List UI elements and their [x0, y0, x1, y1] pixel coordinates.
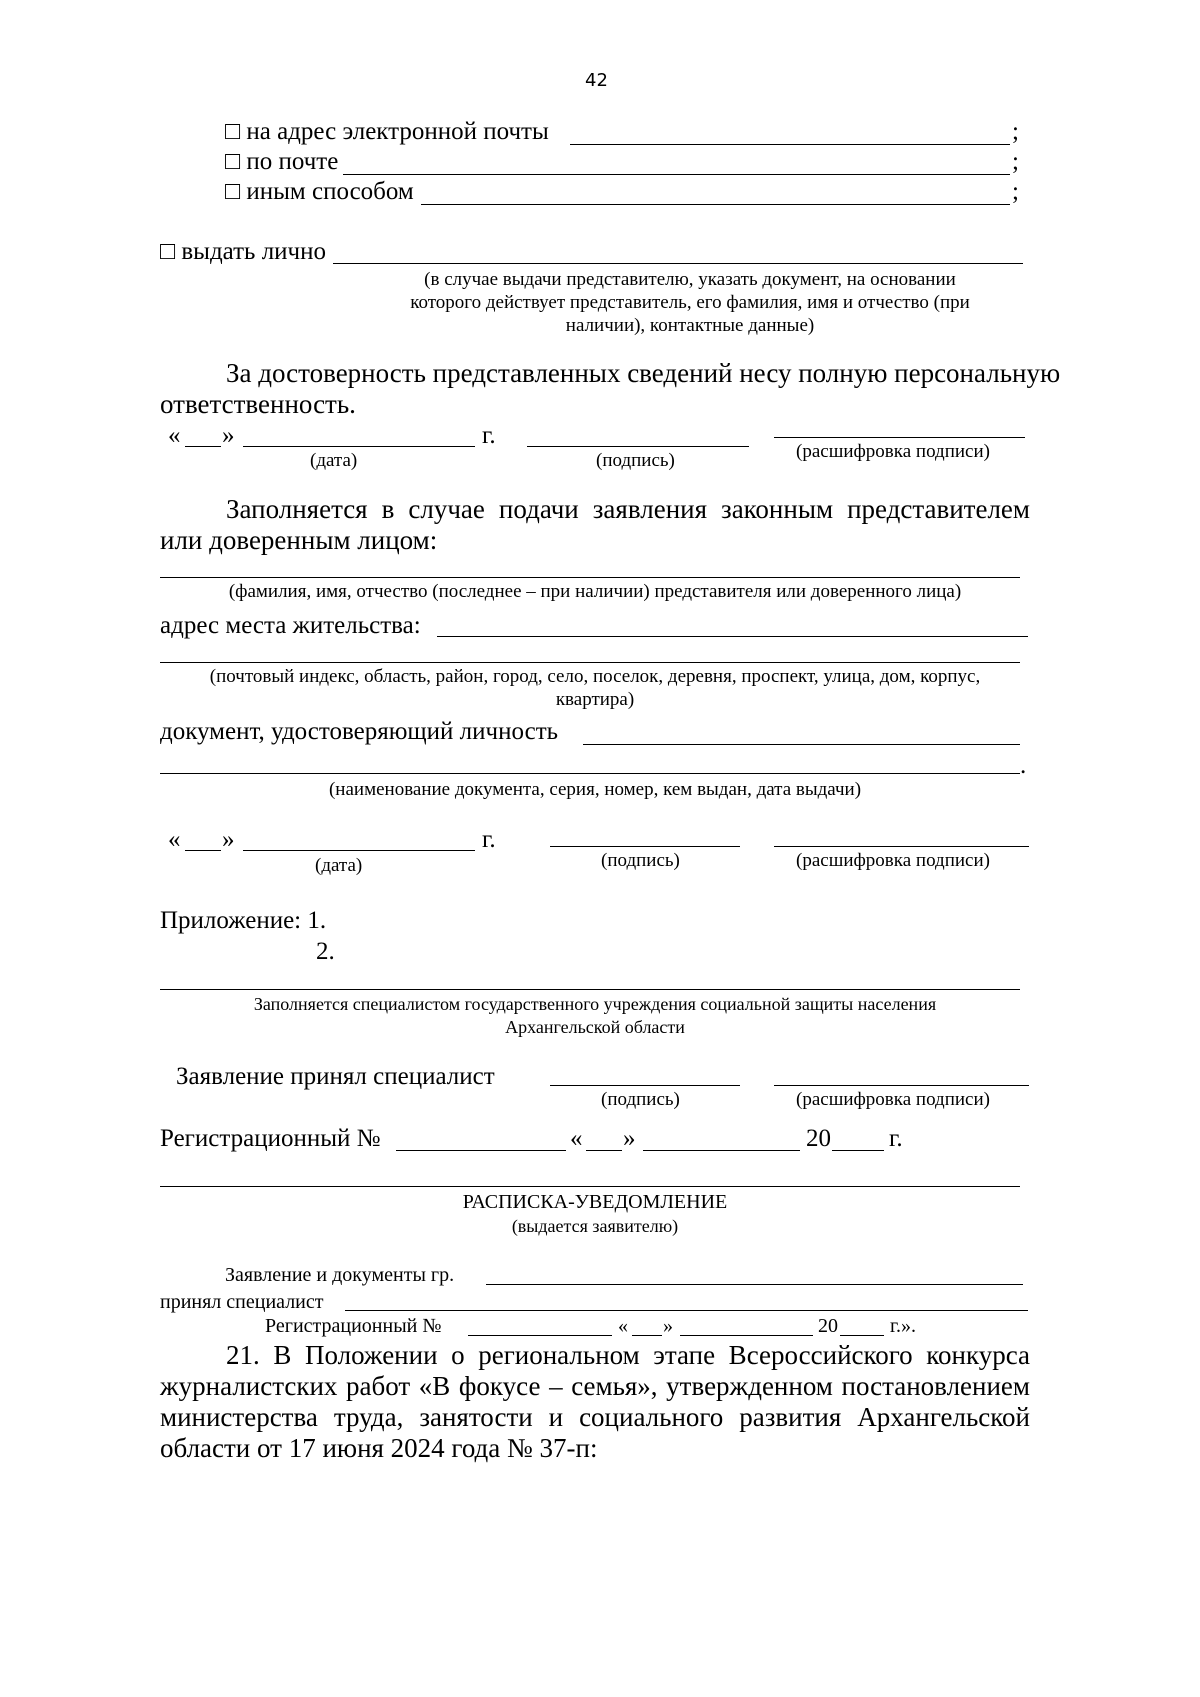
receipt-title: РАСПИСКА-УВЕДОМЛЕНИЕ: [462, 1191, 728, 1213]
delivery-post-line: [343, 174, 1010, 175]
specialist-decoding-caption: (расшифровка подписи): [796, 1089, 990, 1110]
amendment-line-2-wrap: [160, 1371, 1030, 1402]
representative-intro-line-1: Заполняется в случае подачи заявления законным представителем: [226, 494, 1030, 524]
amendment-line-3: министерства труда, занятости и социального развития Архангельской: [160, 1402, 1030, 1432]
receipt-quote-open: «: [618, 1315, 628, 1337]
responsibility-statement: [160, 358, 1061, 389]
receipt-day-line: [632, 1335, 662, 1336]
date-quote-open: «: [168, 826, 181, 853]
id-document-caption: (наименование документа, серия, номер, кем выдан, дата выдачи): [328, 779, 862, 800]
signature-caption: (подпись): [596, 450, 675, 471]
registration-year-line: [832, 1150, 884, 1151]
registration-day-line: [586, 1150, 622, 1151]
date-caption: (дата): [310, 450, 358, 471]
address-line-2: [160, 662, 1020, 663]
date-day-line: [185, 446, 221, 447]
date-month-line: [243, 850, 475, 851]
receipt-accepted-line: [345, 1310, 1028, 1311]
delivery-other-semicolon: ;: [1012, 178, 1019, 205]
delivery-in-person-note-2: которого действует представитель, его фамилия, имя и отчество (при: [410, 292, 970, 313]
date-year-suffix: г.: [482, 826, 496, 853]
representative-name-caption: (фамилия, имя, отчество (последнее – при наличии) представителя или доверенного лица): [228, 581, 962, 602]
delivery-in-person-line: [333, 263, 1023, 264]
receipt-subtitle: (выдается заявителю): [511, 1216, 679, 1236]
date-month-line: [243, 446, 475, 447]
amendment-line-3-wrap: [160, 1402, 1030, 1433]
delivery-email-label: □ на адрес электронной почты: [225, 118, 549, 145]
representative-intro-line-2: или доверенным лицом:: [160, 525, 438, 555]
delivery-in-person-label: □ выдать лично: [160, 238, 327, 265]
specialist-caption-1: Заполняется специалистом государственного учреждения социальной защиты населения: [253, 994, 937, 1014]
id-document-line-2: [160, 773, 1020, 774]
registration-number-label: Регистрационный №: [160, 1125, 381, 1152]
representative-name-line: [160, 577, 1020, 578]
delivery-post-label: □ по почте: [225, 148, 339, 175]
date-year-suffix: г.: [482, 422, 496, 449]
receipt-quote-close: »: [663, 1315, 673, 1337]
receipt-docs-line: [486, 1284, 1023, 1285]
representative-intro: [160, 494, 1030, 525]
accepted-by-specialist-label: Заявление принял специалист: [176, 1063, 495, 1090]
receipt-year-line: [840, 1335, 884, 1336]
amendment-line-4: области от 17 июня 2024 года № 37-п:: [160, 1433, 598, 1463]
attachments-label: Приложение: 1.: [160, 907, 327, 934]
date-day-line: [185, 850, 221, 851]
specialist-caption-2: Архангельской области: [505, 1017, 685, 1037]
registration-month-line: [643, 1150, 800, 1151]
specialist-signature-caption: (подпись): [601, 1089, 680, 1110]
date-quote-close: »: [222, 826, 235, 853]
receipt-registration-line: [468, 1335, 612, 1336]
registration-year-suffix: г.: [889, 1125, 903, 1152]
delivery-post-semicolon: ;: [1012, 148, 1019, 175]
id-document-end: .: [1020, 752, 1027, 779]
signature-line: [527, 446, 749, 447]
delivery-in-person-note-1: (в случае выдачи представителю, указать документ, на основании: [424, 269, 956, 290]
signature-line: [550, 846, 740, 847]
receipt-year-prefix: 20: [818, 1315, 838, 1337]
receipt-month-line: [680, 1335, 813, 1336]
amendment-line-2: журналистских работ «В фокусе – семья», утвержденном постановлением: [160, 1371, 1030, 1401]
id-document-line-1: [583, 744, 1020, 745]
delivery-other-label: □ иным способом: [225, 178, 414, 205]
date-quote-open: «: [168, 422, 181, 449]
date-caption: (дата): [315, 855, 363, 876]
address-label: адрес места жительства:: [160, 612, 421, 639]
registration-year-prefix: 20: [806, 1125, 831, 1152]
registration-number-line: [396, 1150, 566, 1151]
registration-quote-close: »: [623, 1125, 636, 1152]
signature-caption: (подпись): [601, 850, 680, 871]
delivery-in-person-note-3: наличии), контактные данные): [565, 315, 815, 336]
delivery-email-line: [570, 144, 1010, 145]
responsibility-line-2: ответственность.: [160, 389, 356, 419]
signature-decoding-caption: (расшифровка подписи): [796, 850, 990, 871]
registration-quote-open: «: [570, 1125, 583, 1152]
specialist-divider: [160, 989, 1020, 990]
receipt-divider: [160, 1186, 1020, 1187]
signature-decoding-line: [774, 846, 1029, 847]
receipt-docs-label: Заявление и документы гр.: [225, 1264, 455, 1286]
amendment-line-1: 21. В Положении о региональном этапе Всероссийского конкурса: [226, 1340, 1030, 1370]
delivery-other-line: [421, 204, 1010, 205]
address-line-1: [437, 636, 1028, 637]
address-caption-1: (почтовый индекс, область, район, город, село, поселок, деревня, проспект, улица, дом, корпус,: [209, 666, 981, 687]
responsibility-line-1: За достоверность представленных сведений несу полную персональную: [226, 358, 1061, 388]
amendment-line-1-wrap: [160, 1340, 1030, 1371]
receipt-registration-label: Регистрационный №: [265, 1315, 442, 1337]
specialist-decoding-line: [774, 1085, 1029, 1086]
specialist-signature-line: [550, 1085, 740, 1086]
page-number: 42: [585, 70, 608, 91]
attachments-item-2: 2.: [316, 938, 335, 965]
receipt-accepted-label: принял специалист: [160, 1291, 324, 1313]
signature-decoding-caption: (расшифровка подписи): [796, 441, 990, 462]
id-document-label: документ, удостоверяющий личность: [160, 718, 559, 745]
date-quote-close: »: [222, 422, 235, 449]
signature-decoding-line: [774, 437, 1025, 438]
address-caption-2: квартира): [555, 689, 635, 710]
receipt-year-suffix: г.».: [890, 1315, 916, 1337]
delivery-email-semicolon: ;: [1012, 118, 1019, 145]
